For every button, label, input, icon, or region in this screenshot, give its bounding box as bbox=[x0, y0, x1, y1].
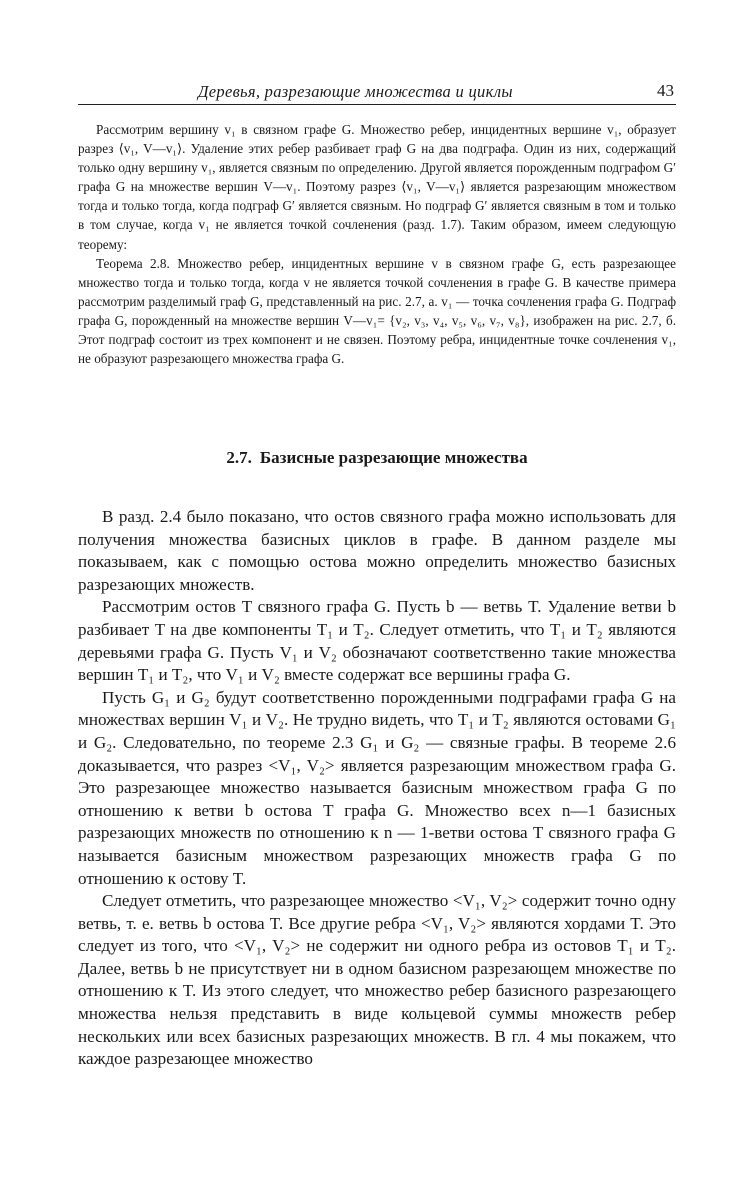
theorem-text: Множество ребер, инцидентных вершине v в связном графе G, есть разрезающее множество тогда и только тогда, когда v не является точкой сочленения в графе G. В качестве примера рассмотрим разделимый граф G, представленный на рис. 2.7, а. v₁ — точка сочленения графа G. Подграф графа G, порожденный на множестве вершин V—v₁= {v₂, v₃, v₄, v₅, v₆, v₇, v₈}, изображен на рис. 2.7, б. Этот подграф состоит из трех компонент и не связен. Поэтому ребра, инцидентные точке сочленения v₁, не образуют разрезающего множества графа G. bbox=[78, 255, 676, 367]
body-paragraph-3: Пусть G₁ и G₂ будут соответственно порожденными подграфами графа G на множествах вершин V₁ и V₂. Не трудно видеть, что T₁ и T₂ являются остовами G₁ и G₂. Следовательно, по теореме 2.3 G₁ и G₂ — связные графы. В теореме 2.6 доказывается, что разрез <V₁, V₂> является разрезающим множеством графа G. Это разрезающее множество называется базисным множеством графа G по отношению к ветви b остова T графа G. Множество всех n—1 базисных разрезающих множеств по отношению к n — 1-ветви остова T связного графа G называется базисным множеством разрезающих множеств графа G по отношению к остову T. bbox=[78, 687, 676, 888]
theorem-label: Теорема 2.8. bbox=[96, 255, 170, 271]
header-title: Деревья, разрезающие множества и циклы bbox=[198, 82, 513, 101]
theorem-2-8 bbox=[78, 254, 676, 369]
body-paragraph-4: Следует отметить, что разрезающее множество <V₁, V₂> содержит точно одну ветвь, т. е. ветвь b остова T. Все другие ребра <V₁, V₂> являются хордами T. Это следует из того, что <V₁, V₂> не содержит ни одного ребра из остовов T₁ и T₂. Далее, ветвь b не присутствует ни в одном базисном разрезающем множестве по отношению к T. Из этого следует, что множество ребер базисного разрезающего множества нельзя представить в виде кольцевой суммы множеств ребер нескольких или всех базисных разрезающих множеств. В гл. 4 мы покажем, что каждое разрезающее множество bbox=[78, 891, 676, 1069]
section-number: 2.7. bbox=[226, 448, 252, 467]
body-paragraph-1: В разд. 2.4 было показано, что остов связного графа можно использовать для получения множества базисных циклов в графе. В данном разделе мы показываем, как с помощью остова можно определить множество базисных разрезающих множеств. bbox=[78, 507, 676, 594]
main-text-block bbox=[78, 506, 676, 1071]
section-heading bbox=[78, 448, 676, 468]
body-paragraph-2: Рассмотрим остов T связного графа G. Пусть b — ветвь T. Удаление ветви b разбивает T на две компоненты T₁ и T₂. Следует отметить, что T₁ и T₂ являются деревьями графа G. Пусть V₁ и V₂ обозначают соответственно такие множества вершин T₁ и T₂, что V₁ и V₂ вместе содержат все вершины графа G. bbox=[78, 597, 676, 685]
paragraph-articulation-vertex: Рассмотрим вершину v₁ в связном графе G. Множество ребер, инцидентных вершине v₁, образует разрез ⟨v₁, V—v₁⟩. Удаление этих ребер разбивает граф G на два подграфа. Один из них, содержащий только одну вершину v₁, является связным по определению. Другой является порожденным подграфом G′ графа G на множестве вершин V—v₁. Поэтому разрез ⟨v₁, V—v₁⟩ является разрезающим множеством тогда и только тогда, когда подграф G′ является связным. Но подграф G′ является связным в том и только в том случае, когда v₁ не является точкой сочленения (разд. 1.7). Таким образом, имеем следующую теорему: bbox=[78, 122, 676, 252]
running-header bbox=[78, 80, 676, 105]
section-title: Базисные разрезающие множества bbox=[259, 448, 528, 467]
page-number: 43 bbox=[657, 81, 674, 100]
small-print-block bbox=[78, 120, 676, 368]
